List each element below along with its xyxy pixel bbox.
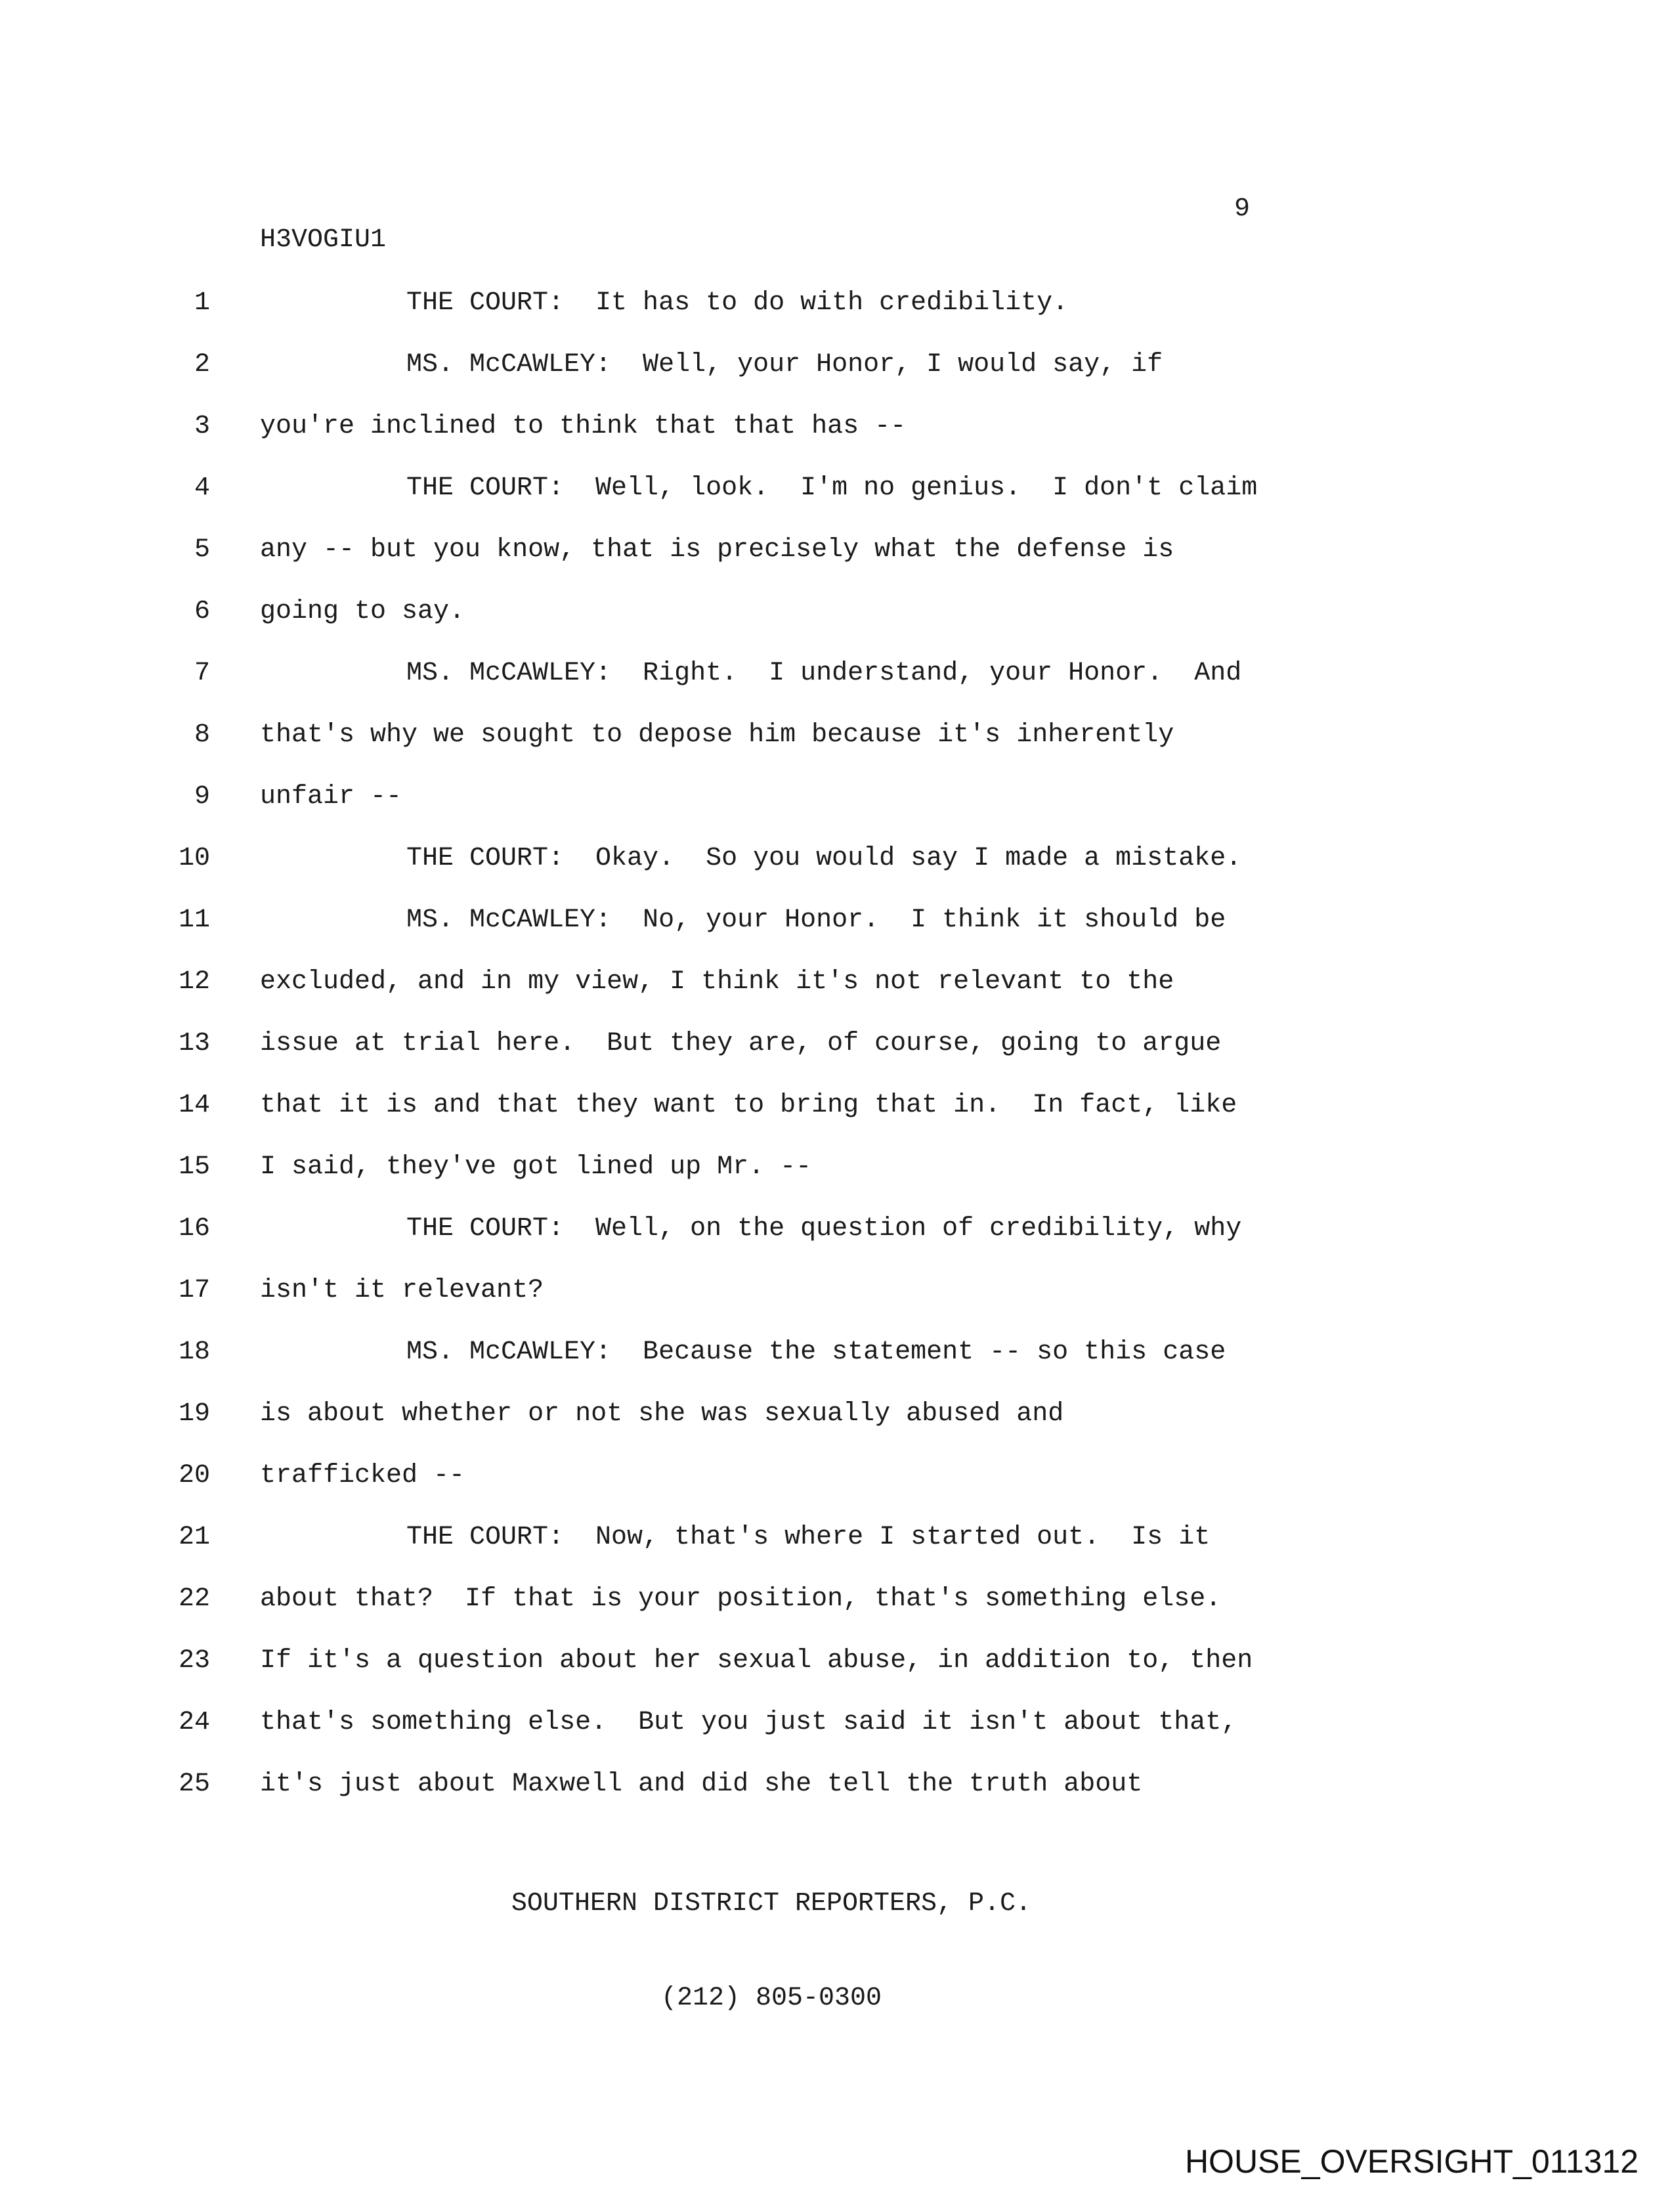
transcript-line [0, 1152, 1674, 1213]
transcript-line [0, 843, 1674, 905]
line-text: you're inclined to think that that has -- [260, 412, 907, 441]
line-text: MS. McCAWLEY: Because the statement -- so this case [406, 1337, 1226, 1367]
line-number: 12 [178, 967, 210, 997]
line-text: is about whether or not she was sexually abused and [260, 1399, 1064, 1429]
line-text: THE COURT: It has to do with credibility. [406, 288, 1069, 318]
transcript-line [0, 288, 1674, 349]
line-text: about that? If that is your position, that's something else. [260, 1584, 1222, 1614]
line-number: 5 [194, 535, 210, 565]
line-text: going to say. [260, 597, 465, 626]
transcript-line [0, 905, 1674, 966]
line-number: 4 [194, 473, 210, 503]
transcript-line [0, 1213, 1674, 1275]
line-number: 8 [194, 720, 210, 750]
line-text: MS. McCAWLEY: Right. I understand, your Honor. And [406, 659, 1242, 688]
line-number: 24 [178, 1708, 210, 1737]
transcript-line [0, 473, 1674, 534]
line-number: 21 [178, 1523, 210, 1552]
line-number: 6 [194, 597, 210, 626]
line-text: THE COURT: Well, look. I'm no genius. I don't claim [406, 473, 1258, 503]
line-text: it's just about Maxwell and did she tell the truth about [260, 1769, 1143, 1799]
line-text: unfair -- [260, 782, 402, 812]
line-number: 11 [178, 905, 210, 935]
transcript-line [0, 1090, 1674, 1152]
transcript-line [0, 1399, 1674, 1460]
line-text: THE COURT: Okay. So you would say I made a mistake. [406, 844, 1242, 873]
transcript-line [0, 349, 1674, 411]
transcript-line [0, 781, 1674, 843]
line-number: 16 [178, 1214, 210, 1244]
line-number: 14 [178, 1091, 210, 1120]
line-number: 17 [178, 1276, 210, 1305]
line-number: 15 [178, 1152, 210, 1182]
line-number: 18 [178, 1337, 210, 1367]
line-text: If it's a question about her sexual abuse, in addition to, then [260, 1646, 1253, 1676]
line-number: 23 [178, 1646, 210, 1676]
reporter-name: SOUTHERN DISTRICT REPORTERS, P.C. [511, 1889, 1032, 1919]
line-text: MS. McCAWLEY: No, your Honor. I think it should be [406, 905, 1226, 935]
transcript-line [0, 1275, 1674, 1337]
transcript-line [0, 1522, 1674, 1584]
line-text: excluded, and in my view, I think it's not relevant to the [260, 967, 1174, 997]
line-text: isn't it relevant? [260, 1276, 544, 1305]
transcript-line [0, 966, 1674, 1028]
bates-number: HOUSE_OVERSIGHT_011312 [1184, 2143, 1639, 2180]
line-number: 20 [178, 1461, 210, 1490]
transcript-line [0, 1645, 1674, 1707]
transcript-line [0, 720, 1674, 781]
page-number: 9 [1234, 194, 1251, 224]
transcript-line [0, 1584, 1674, 1645]
transcript-line [0, 1707, 1674, 1769]
transcript-line [0, 1337, 1674, 1399]
transcript-line [0, 1028, 1674, 1090]
line-text: THE COURT: Well, on the question of credibility, why [406, 1214, 1242, 1244]
line-number: 3 [194, 412, 210, 441]
transcript-body [0, 288, 1674, 1831]
line-text: I said, they've got lined up Mr. -- [260, 1152, 812, 1182]
transcript-line [0, 534, 1674, 596]
line-text: any -- but you know, that is precisely what the defense is [260, 535, 1174, 565]
line-number: 10 [178, 844, 210, 873]
reporter-footer [0, 1825, 1543, 2046]
line-text: that's why we sought to depose him because it's inherently [260, 720, 1174, 750]
line-text: that it is and that they want to bring that in. In fact, like [260, 1091, 1237, 1120]
document-code: H3VOGIU1 [260, 225, 387, 255]
transcript-line [0, 1460, 1674, 1522]
line-number: 2 [194, 350, 210, 380]
line-number: 7 [194, 659, 210, 688]
line-text: THE COURT: Now, that's where I started out. Is it [406, 1523, 1211, 1552]
reporter-phone: (212) 805-0300 [660, 1984, 882, 2013]
line-text: MS. McCAWLEY: Well, your Honor, I would say, if [406, 350, 1163, 380]
line-text: that's something else. But you just said it isn't about that, [260, 1708, 1237, 1737]
line-number: 9 [194, 782, 210, 812]
line-text: trafficked -- [260, 1461, 465, 1490]
transcript-line [0, 411, 1674, 473]
line-number: 19 [178, 1399, 210, 1429]
line-number: 1 [194, 288, 210, 318]
line-number: 25 [178, 1769, 210, 1799]
transcript-line [0, 658, 1674, 720]
line-number: 22 [178, 1584, 210, 1614]
line-number: 13 [178, 1029, 210, 1058]
transcript-line [0, 1769, 1674, 1831]
line-text: issue at trial here. But they are, of course, going to argue [260, 1029, 1222, 1058]
transcript-line [0, 596, 1674, 658]
